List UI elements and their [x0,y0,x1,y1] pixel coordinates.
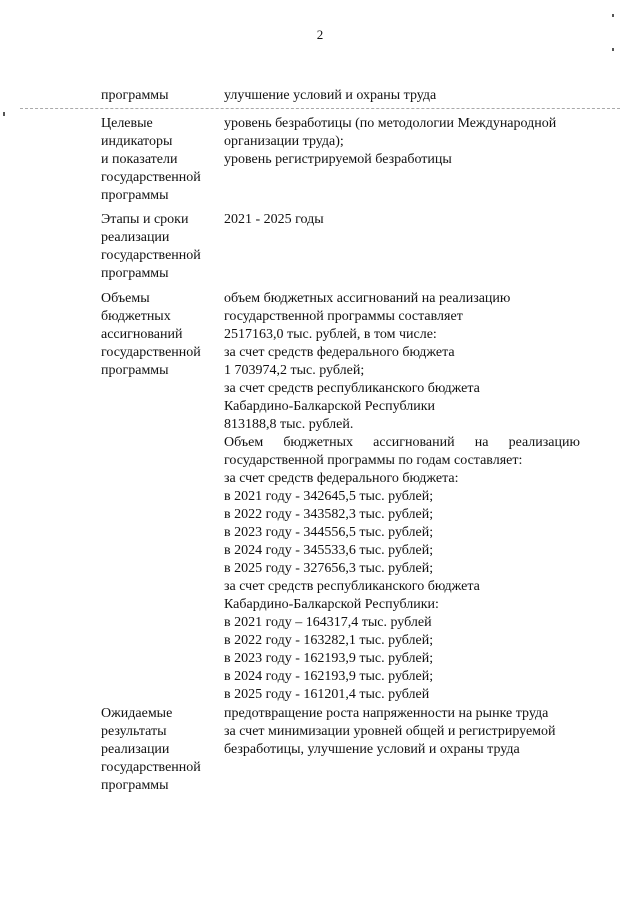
value-word: на [474,435,489,450]
value-line: организации труда); [224,134,344,149]
value-line: 1 703974,2 тыс. рублей; [224,363,365,378]
label-line: программы [101,778,169,793]
value-word: реализацию [508,435,580,450]
row-value [224,211,580,229]
row-value [224,290,580,704]
scan-mark [612,14,614,17]
row-value [224,705,580,759]
row-label [101,211,219,283]
value-line: Кабардино-Балкарской Республики [224,399,435,414]
value-line: безработицы, улучшение условий и охраны труда [224,742,520,757]
value-line: в 2025 году - 327656,3 тыс. рублей; [224,561,434,576]
label-line: реализации [101,742,170,757]
value-line: в 2021 году - 342645,5 тыс. рублей; [224,489,434,504]
row-label [101,87,219,105]
value-line: в 2022 году - 163282,1 тыс. рублей; [224,633,434,648]
value-line: за счет средств федерального бюджета: [224,471,459,486]
label-line: государственной [101,345,201,360]
label-line: индикаторы [101,134,173,149]
label-line: Ожидаемые [101,706,173,721]
value-line: предотвращение роста напряженности на рынке труда [224,706,549,721]
scan-mark [612,48,614,51]
label-line: ассигнований [101,327,183,342]
value-line: за счет средств республиканского бюджета [224,381,480,396]
label-line: государственной [101,760,201,775]
label-line: программы [101,266,169,281]
value-line: за счет минимизации уровней общей и регистрируемой [224,724,556,739]
label-line: Объемы [101,291,150,306]
row-value [224,87,580,105]
row-label [101,705,219,795]
value-line: Кабардино-Балкарской Республики: [224,597,439,612]
value-line: в 2023 году - 344556,5 тыс. рублей; [224,525,434,540]
value-line-justified [224,434,580,452]
value-line: объем бюджетных ассигнований на реализацию [224,291,511,306]
value-line: 813188,8 тыс. рублей. [224,417,354,432]
label-line: программы [101,188,169,203]
label-line: государственной [101,248,201,263]
label-line: и показатели [101,152,178,167]
value-line: улучшение условий и охраны труда [224,88,437,103]
label-line: бюджетных [101,309,171,324]
label-line: Этапы и сроки [101,212,189,227]
value-line: государственной программы составляет [224,309,463,324]
value-line: уровень безработицы (по методологии Международной [224,116,557,131]
value-line: в 2021 году – 164317,4 тыс. рублей [224,615,432,630]
label-line: программы [101,363,169,378]
value-line: в 2024 году - 162193,9 тыс. рублей; [224,669,434,684]
row-value [224,115,580,169]
value-line: 2517163,0 тыс. рублей, в том числе: [224,327,437,342]
row-label [101,290,219,380]
row-label [101,115,219,205]
value-line: в 2024 году - 345533,6 тыс. рублей; [224,543,434,558]
label-line: реализации [101,230,170,245]
value-word: ассигнований [373,435,455,450]
value-line: в 2025 году - 161201,4 тыс. рублей [224,687,430,702]
scan-mark [3,112,5,116]
page-number: 2 [316,27,324,42]
value-line: за счет средств республиканского бюджета [224,579,480,594]
label-line: государственной [101,170,201,185]
label-line: результаты [101,724,167,739]
label-line: Целевые [101,116,153,131]
value-word: бюджетных [283,435,354,450]
label-line: программы [101,88,169,103]
value-line: за счет средств федерального бюджета [224,345,455,360]
value-word: Объем [224,435,264,450]
value-line: в 2022 году - 343582,3 тыс. рублей; [224,507,434,522]
page-divider [20,108,620,109]
value-line: 2021 - 2025 годы [224,212,324,227]
value-line: в 2023 году - 162193,9 тыс. рублей; [224,651,434,666]
value-line: государственной программы по годам составляет: [224,453,523,468]
value-line: уровень регистрируемой безработицы [224,152,452,167]
